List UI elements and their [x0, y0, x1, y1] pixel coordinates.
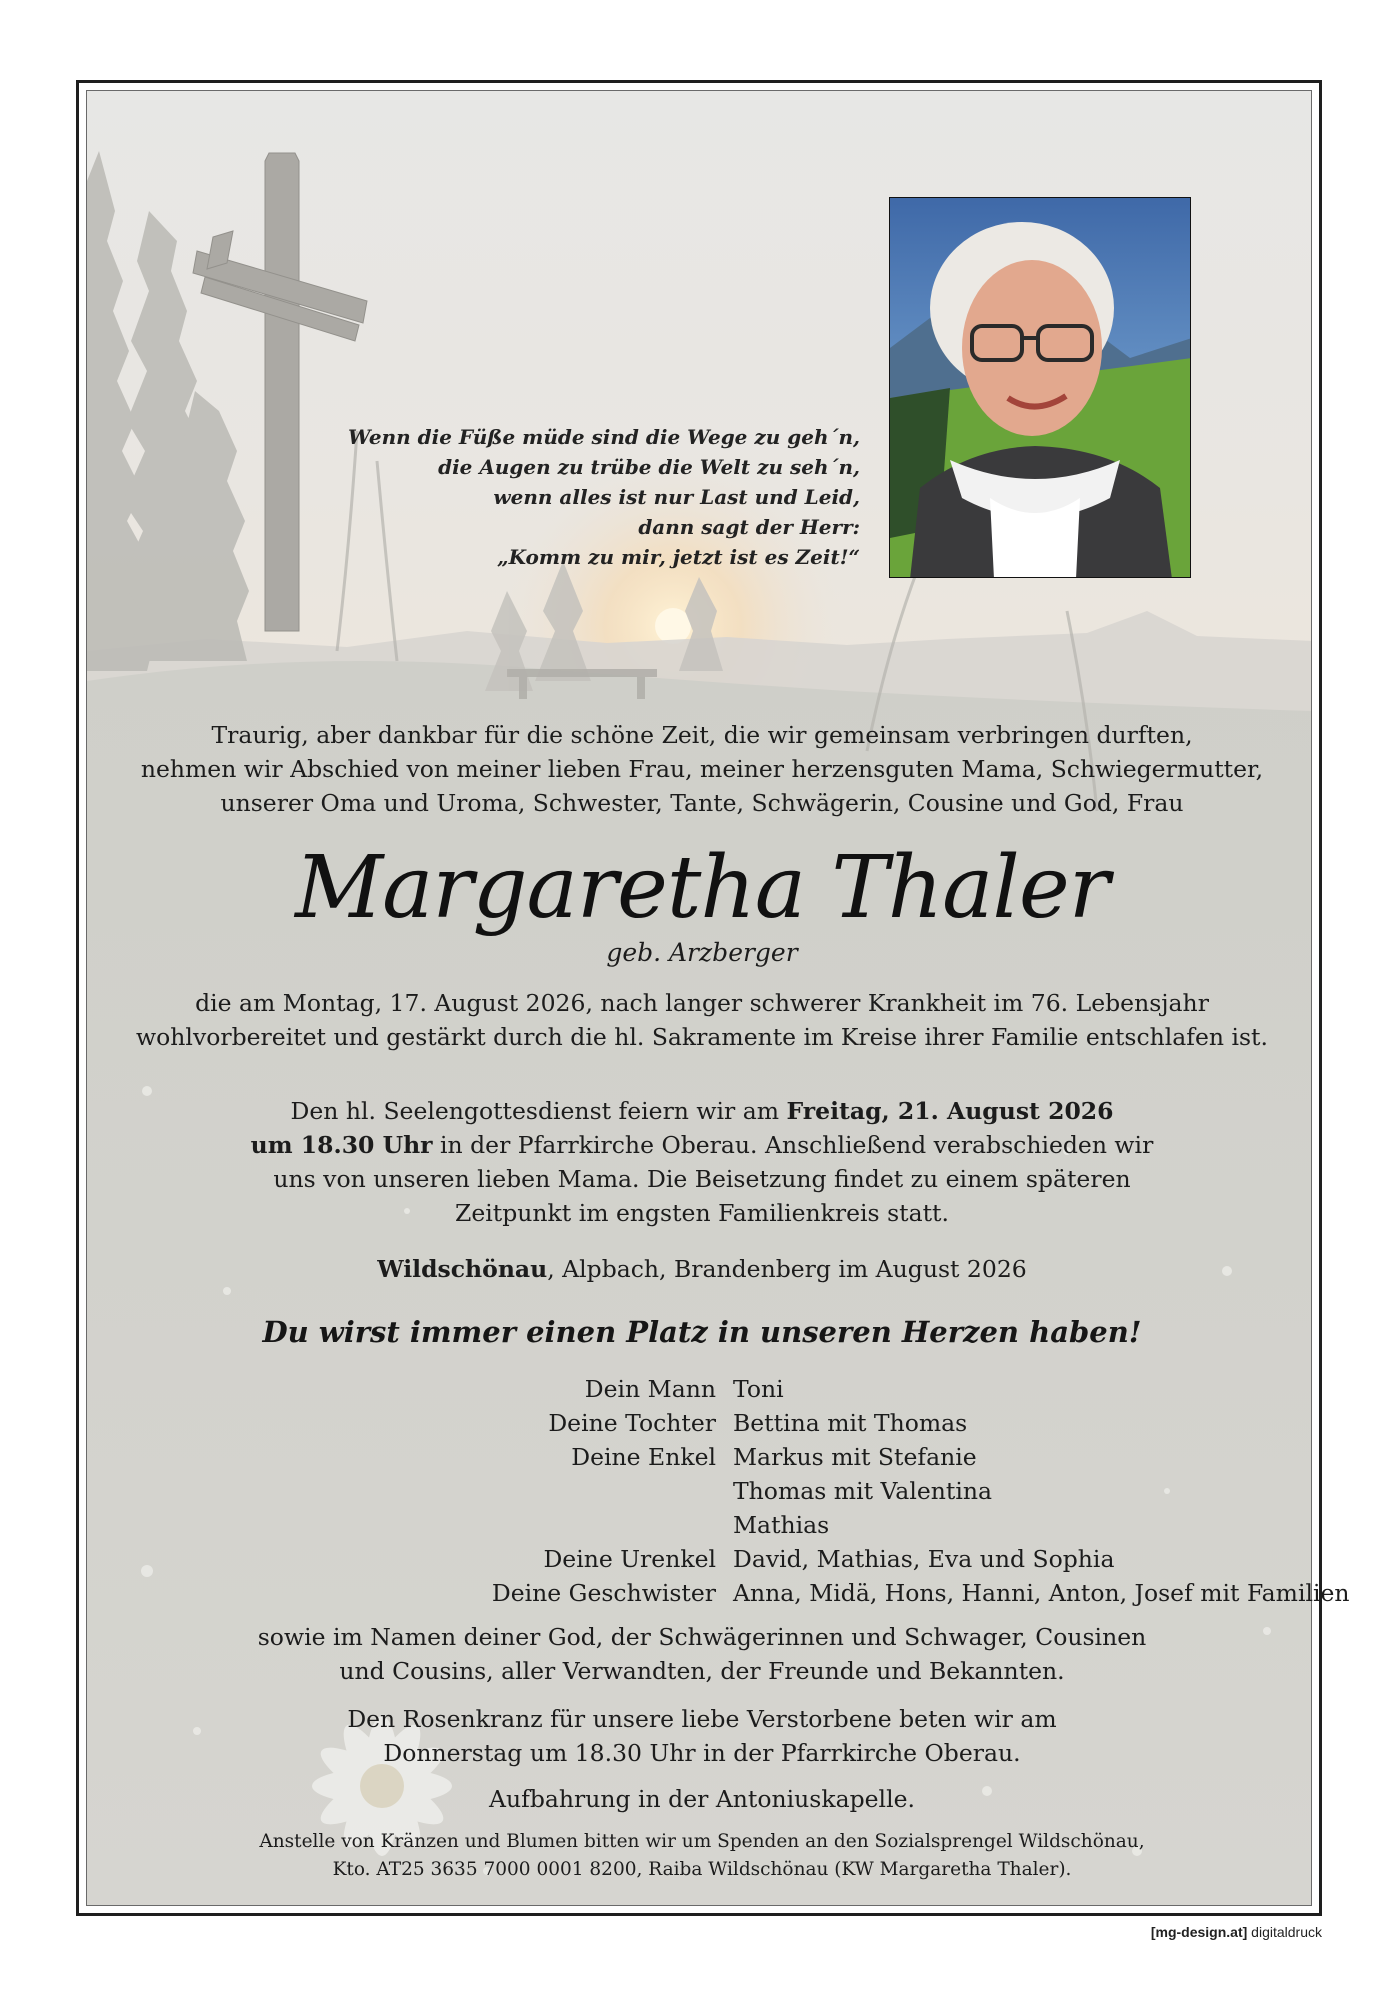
family-row	[96, 1542, 1308, 1576]
rosary-info	[96, 1702, 1308, 1770]
donation-line: Kto. AT25 3635 7000 0001 8200, Raiba Wildschönau (KW Margaretha Thaler).	[332, 1859, 1072, 1880]
family-row	[96, 1372, 1308, 1406]
service-text: in der Pfarrkirche Oberau. Anschließend verabschieden wir	[432, 1131, 1154, 1159]
family-relation: Dein Mann	[584, 1375, 716, 1403]
family-names: Markus mit Stefanie	[733, 1443, 977, 1471]
family-list	[96, 1372, 1350, 1610]
family-names: Mathias	[733, 1511, 830, 1539]
funeral-service-info	[96, 1094, 1308, 1230]
intro-paragraph	[96, 718, 1308, 820]
poem-line: Wenn die Füße müde sind die Wege zu geh´n,	[348, 425, 860, 449]
printer-credit-text: digitaldruck	[1247, 1924, 1322, 1940]
intro-line: Traurig, aber dankbar für die schöne Zeit, die wir gemeinsam verbringen durften,	[211, 721, 1193, 749]
service-time: um 18.30 Uhr	[250, 1131, 433, 1159]
family-row	[96, 1440, 1308, 1474]
place-bold: Wildschönau	[377, 1255, 548, 1283]
deceased-portrait-photo	[889, 197, 1191, 578]
viewing-line: Aufbahrung in der Antoniuskapelle.	[489, 1785, 915, 1813]
family-row	[96, 1406, 1308, 1440]
family-names: Thomas mit Valentina	[733, 1477, 992, 1505]
death-notice-line: wohlvorbereitet und gestärkt durch die hl. Sakramente im Kreise ihrer Familie entschlafen ist.	[136, 1023, 1268, 1051]
family-relation: Deine Tochter	[548, 1409, 716, 1437]
service-text: uns von unseren lieben Mama. Die Beisetzung findet zu einem späteren	[273, 1165, 1131, 1193]
service-text: Den hl. Seelengottesdienst feiern wir am	[290, 1097, 787, 1125]
printer-credit	[1151, 1924, 1322, 1940]
family-names: David, Mathias, Eva und Sophia	[733, 1545, 1115, 1573]
donation-line: Anstelle von Kränzen und Blumen bitten wir um Spenden an den Sozialsprengel Wildschönau,	[259, 1831, 1145, 1852]
intro-line: nehmen wir Abschied von meiner lieben Frau, meiner herzensguten Mama, Schwiegermutter,	[140, 755, 1264, 783]
poem-line: wenn alles ist nur Last und Leid,	[493, 485, 860, 509]
family-names: Bettina mit Thomas	[733, 1409, 968, 1437]
family-names: Anna, Midä, Hons, Hanni, Anton, Josef mit Familien	[733, 1579, 1350, 1607]
maiden-name: geb. Arzberger	[606, 938, 798, 967]
deceased-name: Margaretha Thaler	[295, 838, 1109, 938]
intro-line: unserer Oma und Uroma, Schwester, Tante, Schwägerin, Cousine und God, Frau	[220, 789, 1184, 817]
closing-line: sowie im Namen deiner God, der Schwägerinnen und Schwager, Cousinen	[257, 1623, 1147, 1651]
poem-line: die Augen zu trübe die Welt zu seh´n,	[438, 455, 860, 479]
service-date: Freitag, 21. August 2026	[786, 1097, 1114, 1125]
family-row	[96, 1576, 1350, 1610]
family-names: Toni	[733, 1375, 784, 1403]
poem-line: dann sagt der Herr:	[638, 515, 860, 539]
donation-note	[96, 1828, 1308, 1884]
closing-line: und Cousins, aller Verwandten, der Freunde und Bekannten.	[339, 1657, 1065, 1685]
printer-credit-brand: [mg-design.at]	[1150, 1924, 1248, 1940]
family-row	[96, 1508, 1308, 1542]
service-text: Zeitpunkt im engsten Familienkreis statt.	[455, 1199, 949, 1227]
place-and-date	[96, 1252, 1308, 1286]
memorial-motto: Du wirst immer einen Platz in unseren Herzen haben!	[262, 1315, 1142, 1349]
family-relation: Deine Geschwister	[491, 1579, 716, 1607]
closing-remarks	[96, 1620, 1308, 1688]
family-relation: Deine Urenkel	[543, 1545, 716, 1573]
family-row	[96, 1474, 1308, 1508]
memorial-poem	[330, 422, 860, 572]
place-text: , Alpbach, Brandenberg im August 2026	[547, 1255, 1027, 1283]
rosary-line: Den Rosenkranz für unsere liebe Verstorbene beten wir am	[347, 1705, 1057, 1733]
family-relation: Deine Enkel	[571, 1443, 716, 1471]
death-notice-line: die am Montag, 17. August 2026, nach langer schwerer Krankheit im 76. Lebensjahr	[195, 989, 1209, 1017]
rosary-line: Donnerstag um 18.30 Uhr in der Pfarrkirche Oberau.	[383, 1739, 1021, 1767]
poem-line: „Komm zu mir, jetzt ist es Zeit!“	[497, 545, 860, 569]
viewing-info	[96, 1782, 1308, 1816]
death-notice	[96, 986, 1308, 1054]
